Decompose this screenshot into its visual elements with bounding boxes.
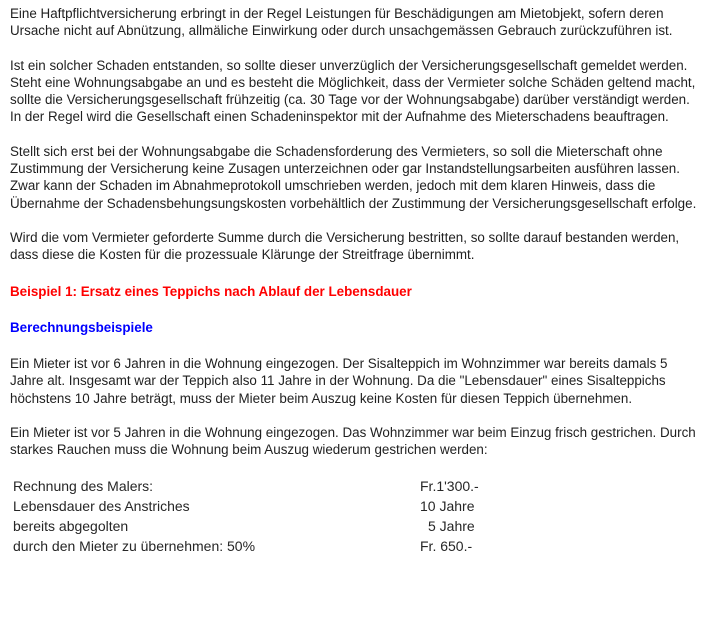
paragraph-damage-reporting: Ist ein solcher Schaden entstanden, so sollte dieser unverzüglich der Versicherungsgesellschaft gemeldet werden. Steht eine Wohnungsabgabe an und es besteht die Möglichkeit, dass der Vermieter solche Schäden geltend macht, sollte die Versicherungsgesellschaft frühzeitig (ca. 30 Tage vor der Wohnungsabgabe) darüber verständigt werden. In der Regel wird die Gesellschaft einen Schadeninspektor mit der Aufnahme des Mieterschadens beauftragen.	[10, 57, 696, 125]
paragraph-carpet-example: Ein Mieter ist vor 6 Jahren in die Wohnung eingezogen. Der Sisalteppich im Wohnzimmer war bereits damals 5 Jahre alt. Insgesamt war der Teppich also 11 Jahre in der Wohnung. Da die "Lebensdauer" eines Sisalteppichs höchstens 10 Jahre beträgt, muss der Mieter beim Auszug keine Kosten für diesen Teppich übernehmen.	[10, 356, 668, 406]
table-row-value: Fr.1'300.-	[420, 477, 479, 494]
table-row-label: durch den Mieter zu übernehmen: 50%	[13, 537, 256, 554]
heading-berechnungsbeispiele: Berechnungsbeispiele	[10, 319, 153, 335]
table-row-label: Lebensdauer des Anstriches	[13, 497, 190, 514]
table-row	[13, 496, 704, 516]
table-row	[13, 516, 704, 536]
table-row	[13, 536, 704, 556]
paragraph-disputed-sum: Wird die vom Vermieter geforderte Summe durch die Versicherung bestritten, so sollte darauf bestanden werden, dass diese die Kosten für die prozessuale Klärunge der Streitfrage übernimmt.	[10, 229, 680, 263]
table-row-value: 5 Jahre	[428, 517, 475, 534]
paragraph-painting-example: Ein Mieter ist vor 5 Jahren in die Wohnung eingezogen. Das Wohnzimmer war beim Einzug frisch gestrichen. Durch starkes Rauchen muss die Wohnung beim Auszug wiederum gestrichen werden:	[10, 425, 696, 458]
table-row-value: Fr. 650.-	[420, 537, 473, 554]
paragraph-claim-at-handover: Stellt sich erst bei der Wohnungsabgabe die Schadensforderung des Vermieters, so soll die Mieterschaft ohne Zustimmung der Versicherung keine Zusagen unterzeichnen oder gar Instandstellungsarbeiten ausführen lassen. Zwar kann der Schaden im Abnahmeprotokoll umschrieben werden, jedoch mit dem klaren Hinweis, dass die Übernahme der Schadensbehungsungskosten vorbehältlich der Zustimmung der Versicherungsgesellschaft erfolge.	[10, 143, 697, 211]
calculation-table	[10, 476, 704, 556]
table-row-value: 10 Jahre	[420, 497, 475, 514]
paragraph-insurance-intro: Eine Haftpflichtversicherung erbringt in der Regel Leistungen für Beschädigungen am Mietobjekt, sofern deren Ursache nicht auf Abnützung, allmäliche Einwirkung oder durch unsachgemässen Gebrauch zurückzuführen ist.	[10, 6, 673, 39]
heading-example-1: Beispiel 1: Ersatz eines Teppichs nach Ablauf der Lebensdauer	[10, 283, 412, 299]
table-row-label: Rechnung des Malers:	[13, 477, 154, 494]
table-row	[13, 476, 704, 496]
table-row-label: bereits abgegolten	[13, 517, 129, 534]
